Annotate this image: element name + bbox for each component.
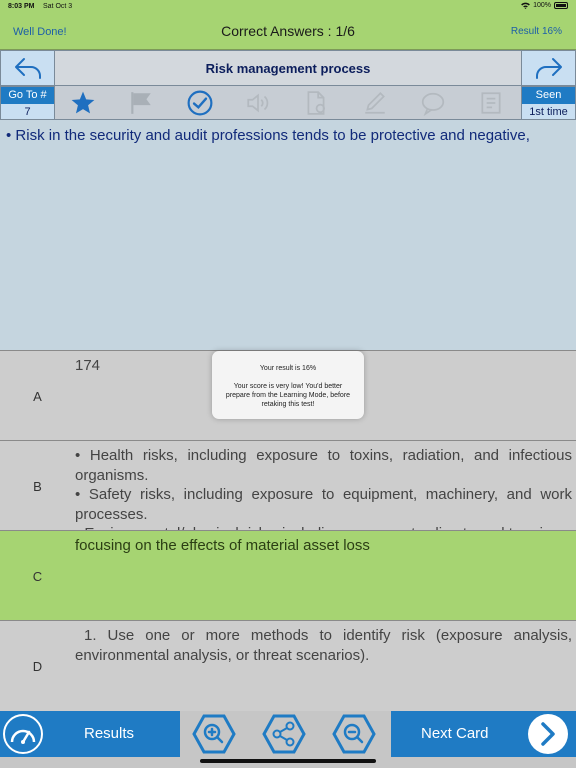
redo-arrow-icon xyxy=(534,56,564,80)
answer-line: • Health risks, including exposure to toxins, radiation, and infectious organisms. xyxy=(75,447,572,484)
popup-message: Your score is very low! You'd better prepare from the Learning Mode, before retaking this test! xyxy=(225,383,351,408)
zoom-in-button[interactable] xyxy=(192,714,236,754)
answer-option-d[interactable] xyxy=(0,620,576,711)
goto-label: Go To # xyxy=(1,87,54,104)
answer-letter: C xyxy=(32,568,43,584)
status-date: Sat Oct 3 xyxy=(43,3,73,10)
answer-letter: A xyxy=(33,388,42,404)
speedometer-icon xyxy=(3,714,43,754)
zoom-out-icon xyxy=(332,714,376,754)
status-right xyxy=(521,2,568,9)
zoom-out-button[interactable] xyxy=(332,714,376,754)
share-button[interactable] xyxy=(262,714,306,754)
chevron-right-icon xyxy=(528,714,568,754)
zoom-in-icon xyxy=(192,714,236,754)
answer-letter: B xyxy=(33,478,42,494)
status-bar xyxy=(0,0,576,14)
check-circle-icon[interactable] xyxy=(187,90,213,116)
results-button[interactable] xyxy=(0,711,180,757)
answer-text: 1. Use one or more methods to identify risk (exposure analysis, environmental analysis, or threat scenarios). xyxy=(75,627,572,664)
seen-indicator xyxy=(521,86,576,120)
goto-button[interactable] xyxy=(0,86,55,120)
star-icon[interactable] xyxy=(70,90,96,116)
question-text: • Risk in the security and audit professions tends to be protective and negative, xyxy=(6,127,530,144)
result-popup[interactable] xyxy=(212,351,364,419)
popup-title: Your result is 16% xyxy=(259,365,317,372)
previous-card-button[interactable] xyxy=(0,50,55,86)
answer-text: focusing on the effects of material asset loss xyxy=(75,537,370,554)
flag-icon[interactable] xyxy=(128,90,154,116)
header-bar xyxy=(0,14,576,50)
battery-icon xyxy=(554,2,568,9)
seen-label: Seen xyxy=(522,87,575,104)
title-row xyxy=(0,50,576,86)
battery-percent: 100% xyxy=(533,2,551,9)
result-percent-label: Result 16% xyxy=(510,26,562,37)
status-time: 8:03 PM xyxy=(8,3,35,10)
answer-letter: D xyxy=(32,658,43,674)
answer-line: • Safety risks, including exposure to equipment, machinery, and work processes. xyxy=(75,486,572,523)
results-label: Results xyxy=(84,725,135,742)
answer-text: 174 xyxy=(75,357,101,374)
chat-icon[interactable] xyxy=(420,90,446,116)
wifi-icon xyxy=(521,2,530,9)
praise-label: Well Done! xyxy=(13,26,67,38)
seen-value: 1st time xyxy=(529,106,568,118)
answer-option-c[interactable] xyxy=(0,530,576,620)
next-card-button[interactable] xyxy=(391,711,576,757)
question-panel xyxy=(0,120,576,350)
toolbar xyxy=(0,86,576,120)
document-icon[interactable] xyxy=(303,90,329,116)
undo-arrow-icon xyxy=(13,56,43,80)
next-card-label: Next Card xyxy=(421,725,489,742)
next-card-arrow-button[interactable] xyxy=(521,50,576,86)
answer-text xyxy=(75,446,572,544)
answer-option-b[interactable] xyxy=(0,440,576,530)
correct-answers-label: Correct Answers : 1/6 xyxy=(221,23,355,39)
audio-icon[interactable] xyxy=(245,90,271,116)
notes-icon[interactable] xyxy=(478,90,504,116)
home-indicator xyxy=(200,759,376,763)
edit-icon[interactable] xyxy=(362,90,388,116)
goto-value: 7 xyxy=(24,106,31,118)
page-title: Risk management process xyxy=(55,50,521,86)
share-icon xyxy=(262,714,306,754)
